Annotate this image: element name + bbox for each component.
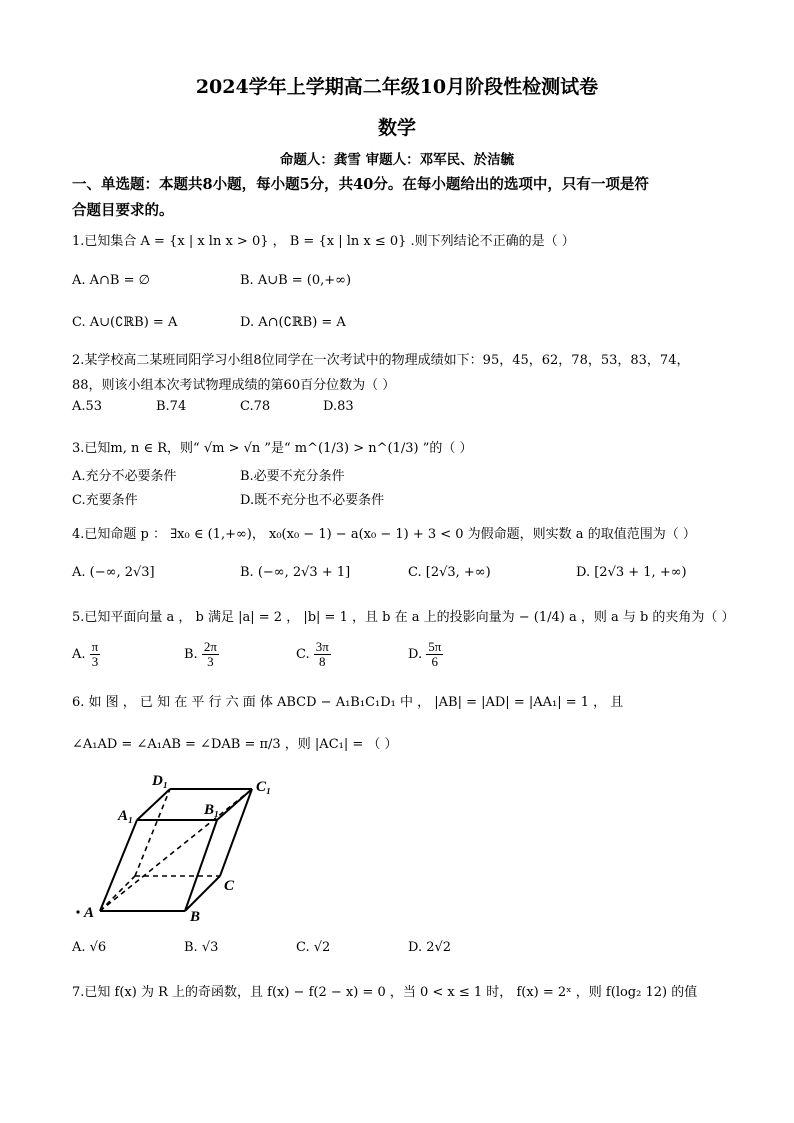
q3-option-c: C.充要条件 [72, 493, 138, 508]
q2-option-d: D.83 [323, 399, 354, 414]
section1-line2: 合题目要求的。 [72, 202, 174, 219]
edge-aa1 [100, 820, 137, 911]
q5-c-denominator: 8 [319, 654, 326, 669]
edge-d1a1 [137, 789, 170, 820]
q5-d-denominator: 6 [431, 654, 439, 669]
q2-line2: 88，则该小组本次考试物理成绩的第60百分位数为（ ） [72, 378, 396, 393]
q2-option-b: B.74 [156, 399, 187, 414]
q3-stem: 3.已知m, n ∈ R，则“ √m > √n ”是“ m^(1/3) > n^(1/3) ”的（ ） [72, 441, 473, 456]
label-c: C [224, 878, 235, 894]
q6-option-c: C. √2 [296, 940, 331, 955]
section1-line1: 一、单选题：本题共8小题，每小题5分，共40分。在每小题给出的选项中，只有一项是符 [72, 176, 649, 193]
exam-title: 2024学年上学期高二年级10月阶段性检测试卷 [195, 76, 599, 98]
parallelepiped-figure [70, 768, 290, 923]
q1-option-b: B. A∪B = (0,+∞) [240, 273, 352, 288]
point-dot [76, 910, 79, 913]
label-b: B [190, 909, 201, 923]
authors-line: 命题人：龚雪 审题人：邓军民、於洁毓 [279, 152, 515, 168]
q6-option-d: D. 2√2 [408, 940, 452, 955]
edge-bb1 [185, 820, 217, 911]
label-b1: B₁ [204, 802, 220, 818]
q5-option-a [72, 640, 100, 669]
q2-line1: 2.某学校高二某班同阳学习小组8位同学在一次考试中的物理成绩如下：95，45，62，78，53，83，74， [72, 353, 690, 368]
label-c1: C₁ [256, 779, 272, 795]
subject-title: 数学 [377, 117, 416, 139]
edge-ad-hidden [100, 876, 135, 911]
q4-stem: 4.已知命题 p ： ∃x₀ ∈ (1,+∞)， x₀(x₀ − 1) − a(x₀ − 1) + 3 < 0 为假命题，则实数 a 的取值范围为（ ） [72, 527, 696, 542]
label-d1: D₁ [152, 773, 169, 789]
q3-option-d: D.既不充分也不必要条件 [240, 493, 385, 508]
q5-option-c-label: C. [296, 647, 310, 662]
q5-option-d [408, 640, 443, 669]
q6-line2: ∠A₁AD = ∠A₁AB = ∠DAB = π/3 ，则 |AC₁| = （ ） [72, 737, 398, 752]
q4-option-a: A. (−∞, 2√3] [72, 565, 155, 580]
q2-option-a: A.53 [72, 399, 103, 414]
q3-option-a: A.充分不必要条件 [72, 469, 177, 484]
q6-option-b: B. √3 [184, 940, 219, 955]
q5-b-denominator: 3 [207, 654, 214, 669]
q1-option-a: A. A∩B = ∅ [72, 273, 150, 288]
q1-option-d: D. A∩(∁ℝB) = A [240, 315, 346, 330]
q6-option-a: A. √6 [72, 940, 107, 955]
q5-a-numerator: π [91, 639, 99, 654]
q4-option-d: D. [2√3 + 1, +∞) [576, 565, 687, 580]
edge-dd1-hidden [135, 789, 170, 876]
q5-option-b-label: B. [184, 647, 198, 662]
q5-b-numerator: 2π [203, 639, 217, 654]
q5-stem: 5.已知平面向量 a ， b 满足 |a| = 2 ， |b| = 1 ，且 b 在 a 上的投影向量为 − (1/4) a ，则 a 与 b 的夹角为（ ） [72, 610, 735, 625]
q7-line1: 7.已知 f(x) 为 R 上的奇函数，且 f(x) − f(2 − x) = 0 ，当 0 < x ≤ 1 时， f(x) = 2ˣ ，则 f(log₂ 12) 的值 [72, 985, 698, 1000]
label-a1: A₁ [118, 808, 134, 824]
q4-option-b: B. (−∞, 2√3 + 1] [240, 565, 351, 580]
q5-option-b [184, 640, 219, 669]
q5-option-d-label: D. [408, 647, 423, 662]
q1-option-c: C. A∪(∁ℝB) = A [72, 315, 178, 330]
label-a: A [84, 905, 95, 921]
q6-line1: 6. 如 图 ， 已 知 在 平 行 六 面 体 ABCD − A₁B₁C₁D₁ 中 ， |AB| = |AD| = |AA₁| = 1 ， 且 [72, 695, 624, 710]
q2-option-c: C.78 [240, 399, 271, 414]
q1-stem: 1.已知集合 A = {x | x ln x > 0} ， B = {x | ln x ≤ 0} .则下列结论不正确的是（ ） [72, 234, 575, 249]
q5-a-denominator: 3 [91, 654, 99, 669]
q5-d-numerator: 5π [428, 639, 442, 654]
q5-option-c [296, 640, 331, 669]
q4-option-c: C. [2√3, +∞) [408, 565, 491, 580]
q3-option-b: B.必要不充分条件 [240, 469, 345, 484]
q5-c-numerator: 3π [315, 639, 329, 654]
q5-option-a-label: A. [72, 647, 86, 662]
